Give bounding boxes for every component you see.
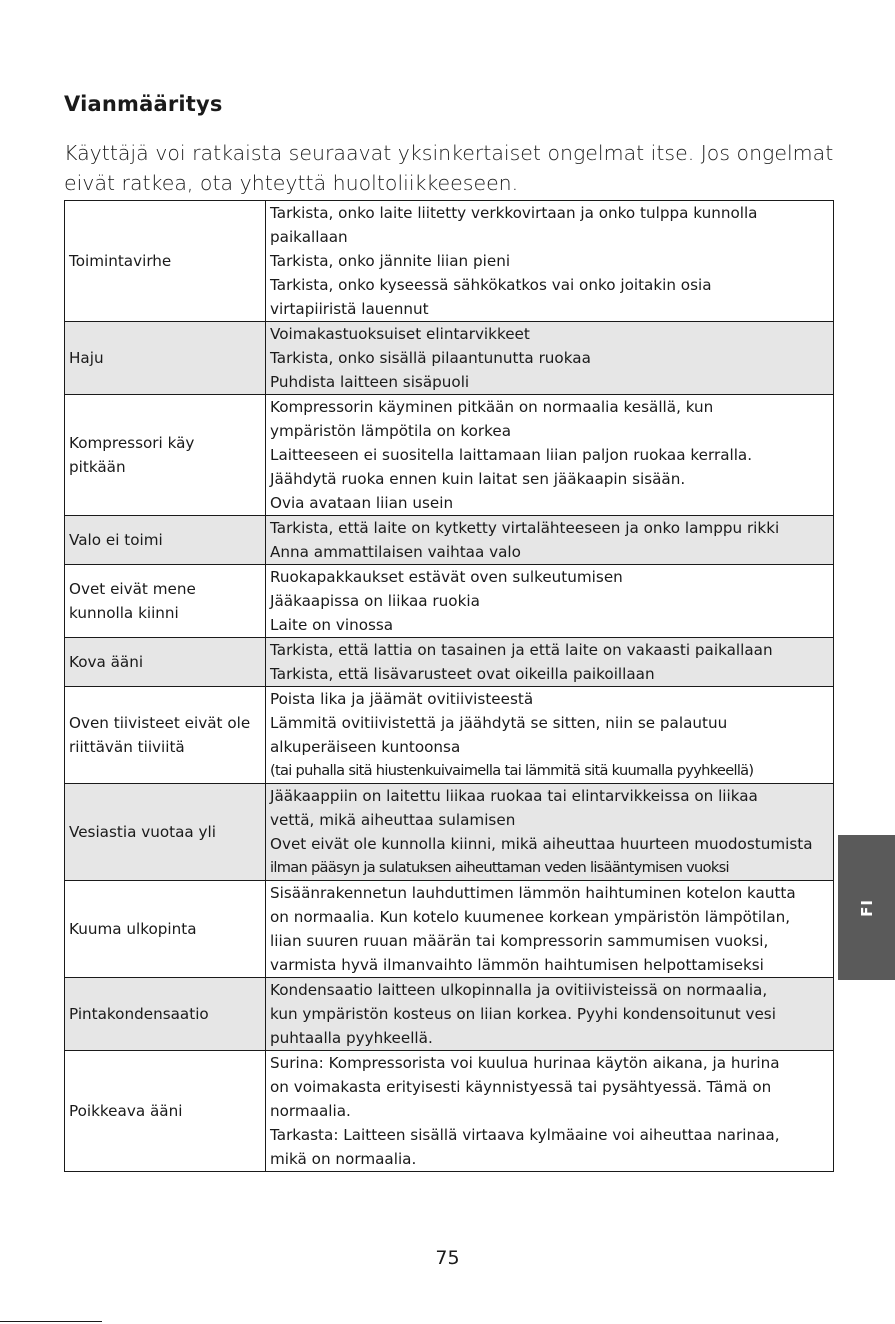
solution-text: kun ympäristön kosteus on liian korkea. Pyyhi kondensoitunut vesi (270, 1005, 776, 1023)
solution-text: Ruokapakkaukset estävät oven sulkeutumisen (270, 568, 623, 586)
solution-cell (266, 881, 834, 978)
solution-text: Tarkista, onko kyseessä sähkökatkos vai onko joitakin osia (270, 276, 712, 294)
solution-cell (266, 322, 834, 395)
solution-text: Poista lika ja jäämät ovitiivisteestä (270, 690, 534, 708)
problem-cell (65, 978, 266, 1051)
table-row (65, 395, 834, 516)
solution-text: Jääkaapissa on liikaa ruokia (270, 592, 480, 610)
table-row (65, 201, 834, 322)
solution-text: mikä on normaalia. (270, 1150, 417, 1168)
solution-text: Puhdista laitteen sisäpuoli (270, 373, 470, 391)
solution-cell (266, 638, 834, 687)
solution-text: ilman pääsyn ja sulatuksen aiheuttaman veden lisääntymisen vuoksi (270, 859, 729, 876)
footnote-rule (0, 1321, 102, 1322)
solution-text: Lämmitä ovitiivistettä ja jäähdytä se sitten, niin se palautuu (270, 714, 728, 732)
troubleshooting-table-body (65, 201, 834, 1172)
solution-text: vettä, mikä aiheuttaa sulamisen (270, 811, 516, 829)
solution-cell (266, 978, 834, 1051)
solution-text: Tarkista, että lisävarusteet ovat oikeilla paikoillaan (270, 665, 655, 683)
solution-text: Tarkista, että laite on kytketty virtalähteeseen ja onko lamppu rikki (270, 519, 780, 537)
problem-text: Kompressori käy (69, 434, 195, 452)
solution-text: on voimakasta erityisesti käynnistyessä tai pysähtyessä. Tämä on (270, 1078, 772, 1096)
problem-cell (65, 687, 266, 784)
problem-cell (65, 201, 266, 322)
solution-text: Tarkista, onko jännite liian pieni (270, 252, 511, 270)
solution-cell (266, 784, 834, 881)
solution-text: Ovia avataan liian usein (270, 494, 454, 512)
solution-text: alkuperäiseen kuntoonsa (270, 738, 461, 756)
intro-paragraph: Käyttäjä voi ratkaista seuraavat yksinkertaiset ongelmat itse. Jos ongelmat eivät ratkea, ota yhteyttä huoltoliikkeeseen. (64, 141, 834, 195)
solution-cell (266, 687, 834, 784)
table-row (65, 516, 834, 565)
problem-text: Vesiastia vuotaa yli (69, 823, 216, 841)
solution-cell (266, 1051, 834, 1172)
table-row (65, 784, 834, 881)
problem-cell (65, 784, 266, 881)
problem-text: Oven tiivisteet eivät ole (69, 714, 251, 732)
problem-text: riittävän tiiviitä (69, 738, 185, 756)
solution-text: puhtaalla pyyhkeellä. (270, 1029, 433, 1047)
solution-text: varmista hyvä ilmanvaihto lämmön haihtumisen helpottamiseksi (270, 956, 764, 974)
problem-cell (65, 565, 266, 638)
solution-text: paikallaan (270, 228, 348, 246)
solution-text: Voimakastuoksuiset elintarvikkeet (270, 325, 530, 343)
problem-text: Haju (69, 349, 104, 367)
page-number: 75 (435, 1247, 460, 1269)
solution-text: ympäristön lämpötila on korkea (270, 422, 512, 440)
problem-text: Kuuma ulkopinta (69, 920, 197, 938)
problem-text: Valo ei toimi (69, 531, 163, 549)
solution-text: Laitteeseen ei suositella laittamaan liian paljon ruokaa kerralla. (270, 446, 753, 464)
solution-text: on normaalia. Kun kotelo kuumenee korkean ympäristön lämpötilan, (270, 908, 791, 926)
solution-text: normaalia. (270, 1102, 351, 1120)
solution-text: (tai puhalla sitä hiustenkuivaimella tai lämmitä sitä kuumalla pyyhkeellä) (270, 762, 754, 779)
solution-cell (266, 516, 834, 565)
page-title: Vianmääritys (64, 92, 223, 116)
troubleshooting-table (64, 200, 834, 1172)
solution-text: Surina: Kompressorista voi kuulua hurinaa käytön aikana, ja hurina (270, 1054, 780, 1072)
problem-cell (65, 881, 266, 978)
problem-cell (65, 638, 266, 687)
solution-text: Tarkista, että lattia on tasainen ja että laite on vakaasti paikallaan (270, 641, 773, 659)
language-tab (838, 835, 895, 980)
solution-text: Tarkasta: Laitteen sisällä virtaava kylmäaine voi aiheuttaa narinaa, (270, 1126, 780, 1144)
language-tab-label: FI (857, 898, 876, 917)
table-row (65, 638, 834, 687)
table-row (65, 322, 834, 395)
solution-cell (266, 395, 834, 516)
problem-text: pitkään (69, 458, 126, 476)
problem-cell (65, 395, 266, 516)
table-row (65, 881, 834, 978)
solution-text: Kondensaatio laitteen ulkopinnalla ja ovitiivisteissä on normaalia, (270, 981, 768, 999)
solution-text: liian suuren ruuan määrän tai kompressorin sammumisen vuoksi, (270, 932, 769, 950)
problem-text: Poikkeava ääni (69, 1102, 183, 1120)
solution-cell (266, 201, 834, 322)
problem-text: kunnolla kiinni (69, 604, 179, 622)
solution-text: Jääkaappiin on laitettu liikaa ruokaa tai elintarvikkeissa on liikaa (270, 787, 758, 805)
problem-cell (65, 1051, 266, 1172)
solution-text: Jäähdytä ruoka ennen kuin laitat sen jääkaapin sisään. (270, 470, 686, 488)
solution-text: Tarkista, onko sisällä pilaantunutta ruokaa (270, 349, 591, 367)
table-row (65, 565, 834, 638)
solution-text: Ovet eivät ole kunnolla kiinni, mikä aiheuttaa huurteen muodostumista (270, 835, 813, 853)
table-row (65, 978, 834, 1051)
solution-text: Tarkista, onko laite liitetty verkkovirtaan ja onko tulppa kunnolla (270, 204, 758, 222)
problem-text: Pintakondensaatio (69, 1005, 209, 1023)
solution-text: Anna ammattilaisen vaihtaa valo (270, 543, 521, 561)
solution-text: Laite on vinossa (270, 616, 394, 634)
table-row (65, 687, 834, 784)
problem-text: Ovet eivät mene (69, 580, 196, 598)
problem-cell (65, 322, 266, 395)
solution-text: Kompressorin käyminen pitkään on normaalia kesällä, kun (270, 398, 714, 416)
problem-text: Kova ääni (69, 653, 144, 671)
problem-cell (65, 516, 266, 565)
solution-text: virtapiiristä lauennut (270, 300, 429, 318)
solution-text: Sisäänrakennetun lauhduttimen lämmön haihtuminen kotelon kautta (270, 884, 796, 902)
solution-cell (266, 565, 834, 638)
problem-text: Toimintavirhe (69, 252, 172, 270)
table-row (65, 1051, 834, 1172)
